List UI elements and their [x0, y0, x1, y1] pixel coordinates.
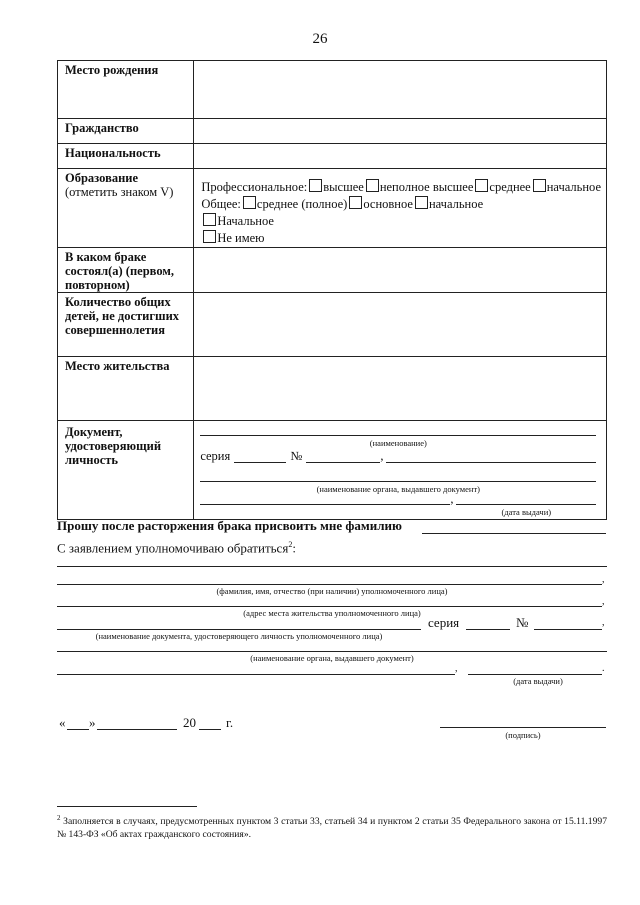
auth-doc-caption: (наименование документа, удостоверяющего личность уполномоченного лица) [95, 631, 383, 641]
auth-address-caption: (адрес места жительства уполномоченного лица) [243, 608, 421, 618]
residence-label: Место жительства [58, 357, 194, 421]
auth-fio-line[interactable] [57, 584, 602, 585]
professional-row [201, 179, 601, 196]
option-none: Не имею [217, 231, 265, 245]
doc-series-label: серия [200, 449, 231, 463]
professional-label: Профессиональное: [201, 180, 308, 194]
date-month-line[interactable] [97, 729, 177, 730]
general-label: Общее: [201, 197, 241, 211]
document-fields [194, 421, 606, 519]
checkbox-gen-basic[interactable] [349, 196, 362, 209]
checkbox-none[interactable] [203, 230, 216, 243]
education-label-cell [58, 169, 194, 248]
auth-address-line[interactable] [57, 606, 602, 607]
checkbox-prof-higher[interactable] [309, 179, 322, 192]
education-options [194, 169, 607, 248]
date-year-line[interactable] [199, 729, 221, 730]
none-row [201, 230, 601, 247]
education-hint: (отметить знаком V) [65, 185, 174, 199]
date-open-quote: « [59, 715, 66, 730]
option-prof-incomplete-higher: неполное высшее [379, 180, 474, 194]
doc-name-line[interactable] [200, 435, 596, 436]
footnote-text: Заполняется в случаях, предусмотренных пунктом 3 статьи 33, статьей 34 и пунктом 2 статьи 35 Федерального закона от 15.11.1997 № 143-ФЗ «Об актах гражданского состояния». [57, 816, 607, 841]
checkbox-prof-secondary[interactable] [475, 179, 488, 192]
option-gen-primary: начальное [428, 197, 484, 211]
auth-doc-line[interactable] [57, 629, 421, 630]
auth-number-line[interactable] [534, 629, 602, 630]
doc-number-line[interactable] [306, 462, 380, 463]
footnote-separator [57, 806, 197, 807]
option-gen-secondary-full: среднее (полное) [256, 197, 348, 211]
document-cell [194, 421, 607, 520]
doc-extra-line[interactable] [386, 462, 596, 463]
auth-date-caption: (дата выдачи) [513, 676, 563, 686]
checkbox-prof-primary[interactable] [533, 179, 546, 192]
auth-issuer-line-2[interactable] [57, 674, 455, 675]
education-label: Образование [65, 171, 139, 185]
general-row [201, 196, 601, 213]
authorize-text [57, 540, 296, 556]
doc-comma: , [380, 449, 384, 463]
authorize-footnote-mark: 2 [288, 540, 293, 549]
application-table [57, 60, 607, 520]
option-prof-primary: начальное [546, 180, 601, 194]
authorize-colon: : [292, 540, 296, 556]
doc-issuer-line-2[interactable] [200, 504, 450, 505]
auth-issuer-line[interactable] [57, 651, 607, 652]
footnote [57, 812, 607, 841]
birthplace-field[interactable] [194, 61, 607, 119]
citizenship-label: Гражданство [58, 119, 194, 144]
citizenship-field[interactable] [194, 119, 607, 144]
checkbox-gen-secondary-full[interactable] [243, 196, 256, 209]
doc-date-caption: (дата выдачи) [501, 507, 552, 517]
auth-series-line[interactable] [466, 629, 510, 630]
date-year-prefix: 20 [183, 715, 196, 730]
checkbox-prof-incomplete-higher[interactable] [366, 179, 379, 192]
surname-line[interactable] [422, 533, 606, 534]
date-year-suffix: г. [226, 715, 234, 730]
document-label: Документ, удостоверяющий личность [58, 421, 194, 520]
doc-number-sign: № [290, 449, 303, 463]
nationality-label: Национальность [58, 144, 194, 169]
signature-line[interactable] [440, 727, 606, 728]
doc-issuer-line[interactable] [200, 481, 596, 482]
page-number: 26 [312, 31, 328, 47]
auth-issuer-comma: , [455, 663, 458, 674]
date-day-line[interactable] [67, 729, 89, 730]
nationality-field[interactable] [194, 144, 607, 169]
auth-series-label: серия [428, 615, 460, 630]
doc-date-line[interactable] [456, 504, 596, 505]
auth-fio-caption: (фамилия, имя, отчество (при наличии) уполномоченного лица) [216, 586, 448, 596]
date-close-quote: » [89, 715, 96, 730]
surname-request-text: Прошу после расторжения брака присвоить мне фамилию [57, 518, 402, 533]
marriage-label: В каком браке состоял(а) (первом, повторном) [58, 248, 194, 293]
auth-end-dot: . [602, 663, 605, 674]
authorize-label: С заявлением уполномочиваю обратиться [57, 540, 289, 556]
auth-fio-comma: , [602, 574, 605, 585]
marriage-field[interactable] [194, 248, 607, 293]
option-gen-basic: основное [363, 197, 413, 211]
auth-date-line[interactable] [468, 674, 602, 675]
auth-number-sign: № [516, 615, 529, 630]
auth-address-comma: , [602, 596, 605, 607]
birthplace-label: Место рождения [58, 61, 194, 119]
children-field[interactable] [194, 293, 607, 357]
signature-caption: (подпись) [505, 730, 541, 740]
doc-series-line[interactable] [234, 462, 286, 463]
checkbox-primary[interactable] [203, 213, 216, 226]
footnote-mark: 2 [57, 814, 61, 822]
auth-issuer-caption: (наименование органа, выдавшего документ) [250, 653, 414, 663]
doc-issuer-caption: (наименование органа, выдавшего документ) [316, 484, 481, 494]
auth-line-1[interactable] [57, 566, 607, 567]
doc-name-caption: (наименование) [369, 438, 427, 448]
option-primary: Начальное [217, 214, 274, 228]
auth-number-comma: , [602, 617, 605, 628]
checkbox-gen-primary[interactable] [415, 196, 428, 209]
residence-field[interactable] [194, 357, 607, 421]
option-prof-higher: высшее [323, 180, 364, 194]
doc-comma-2: , [450, 492, 454, 506]
children-label: Количество общих детей, не достигших совершеннолетия [58, 293, 194, 357]
option-prof-secondary: среднее [489, 180, 531, 194]
primary-row [201, 213, 601, 230]
